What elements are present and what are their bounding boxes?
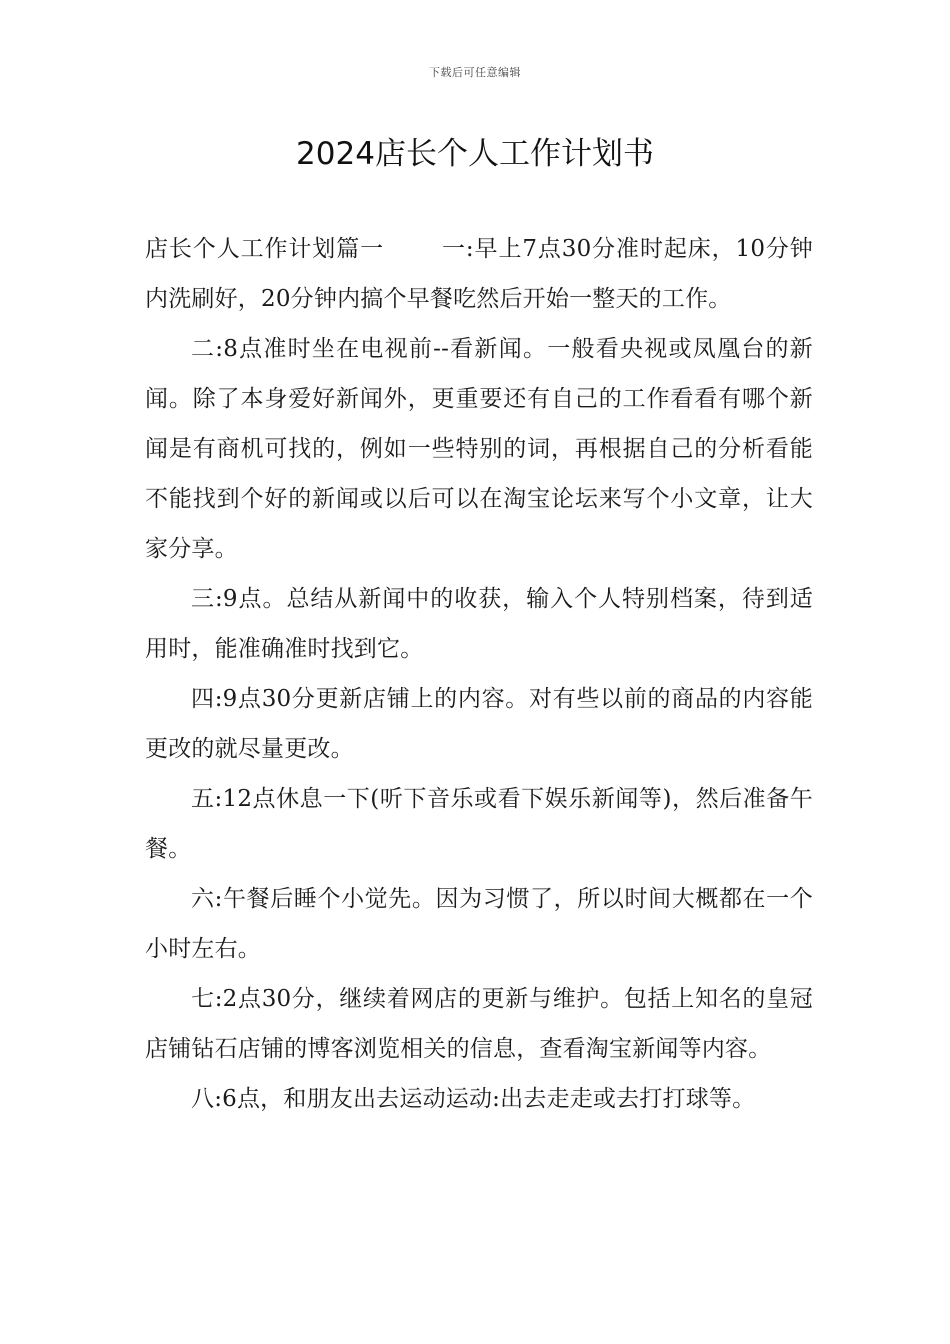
document-title: 2024店长个人工作计划书 [296, 136, 654, 172]
plan-item-6: 六:午餐后睡个小觉先。因为习惯了，所以时间大概都在一个小时左右。 [145, 886, 813, 962]
plan-item-5: 五:12点休息一下(听下音乐或看下娱乐新闻等)，然后准备午餐。 [145, 786, 813, 862]
plan-item-3: 三:9点。总结从新闻中的收获，输入个人特别档案，待到适用时，能准确准时找到它。 [145, 586, 813, 662]
document-body [145, 224, 813, 1124]
plan-item-2: 二:8点准时坐在电视前--看新闻。一般看央视或凤凰台的新闻。除了本身爱好新闻外，更重要还有自己的工作看看有哪个新闻是有商机可找的，例如一些特别的词，再根据自己的分析看能不能找到个好的新闻或以后可以在淘宝论坛来写个小文章，让大家分享。 [145, 336, 813, 562]
plan-item-4: 四:9点30分更新店铺上的内容。对有些以前的商品的内容能更改的就尽量更改。 [145, 686, 813, 762]
header-note: 下载后可任意编辑 [429, 66, 521, 79]
section-heading: 店长个人工作计划篇一 [145, 236, 384, 262]
plan-item-8: 八:6点，和朋友出去运动运动:出去走走或去打打球等。 [191, 1086, 756, 1112]
plan-item-7: 七:2点30分，继续着网店的更新与维护。包括上知名的皇冠店铺钻石店铺的博客浏览相关的信息，查看淘宝新闻等内容。 [145, 986, 813, 1062]
intro-text: 一:早上7点30分准时起床，10分钟内洗刷好，20分钟内搞个早餐吃然后开始一整天的工作。 [145, 236, 814, 312]
intro-paragraph [145, 224, 813, 324]
